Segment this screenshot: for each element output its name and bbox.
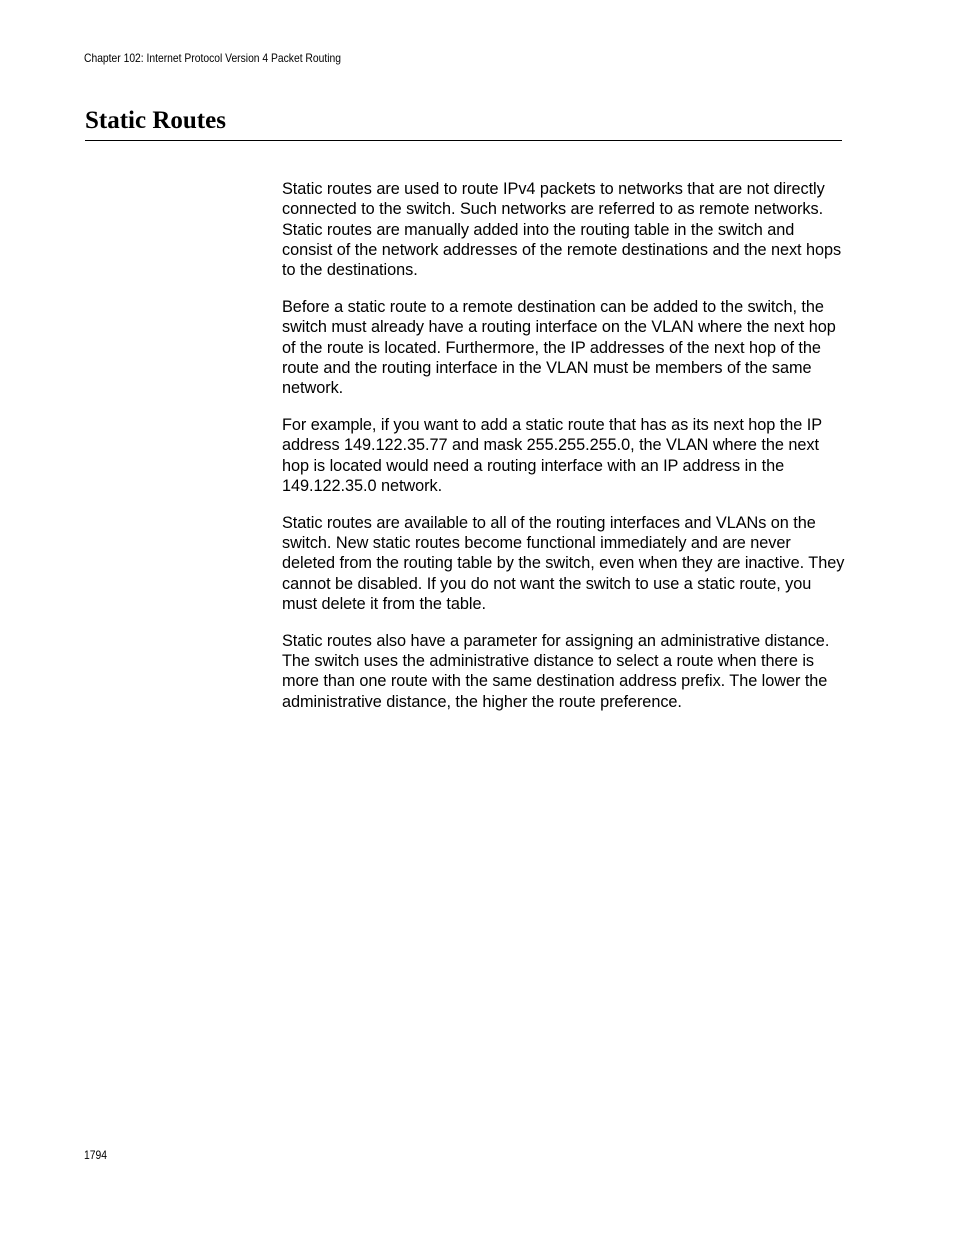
body-text	[282, 179, 847, 728]
page-number: 1794	[84, 1148, 107, 1162]
paragraph-availability: Static routes are available to all of the routing interfaces and VLANs on the switch. New static routes become functional immediately and are never deleted from the routing table by the switch, even when they are inactive. They cannot be disabled. If you do not want the switch to use a static route, you must delete it from the table.	[282, 513, 845, 613]
paragraph-prerequisites: Before a static route to a remote destination can be added to the switch, the switch must already have a routing interface on the VLAN where the next hop of the route is located. Furthermore, the IP addresses of the next hop of the route and the routing interface in the VLAN must be members of the same network.	[282, 297, 836, 398]
paragraph-intro: Static routes are used to route IPv4 packets to networks that are not directly connected to the switch. Such networks are referred to as remote networks. Static routes are manually added into the routing table in the switch and consist of the network addresses of the remote destinations and the next hops to the destinations.	[282, 180, 842, 280]
running-header: Chapter 102: Internet Protocol Version 4 Packet Routing	[84, 51, 342, 65]
paragraph-example: For example, if you want to add a static route that has as its next hop the IP address 149.122.35.77 and mask 255.255.255.0, the VLAN where the next hop is located would need a routing interface with an IP address in the 149.122.35.0 network.	[282, 415, 822, 495]
paragraph-administrative-distance: Static routes also have a parameter for assigning an administrative distance. The switch uses the administrative distance to select a route when there is more than one route with the same destination address prefix. The lower the administrative distance, the higher the route preference.	[282, 631, 830, 711]
title-rule	[85, 140, 842, 141]
section-title: Static Routes	[85, 107, 226, 134]
